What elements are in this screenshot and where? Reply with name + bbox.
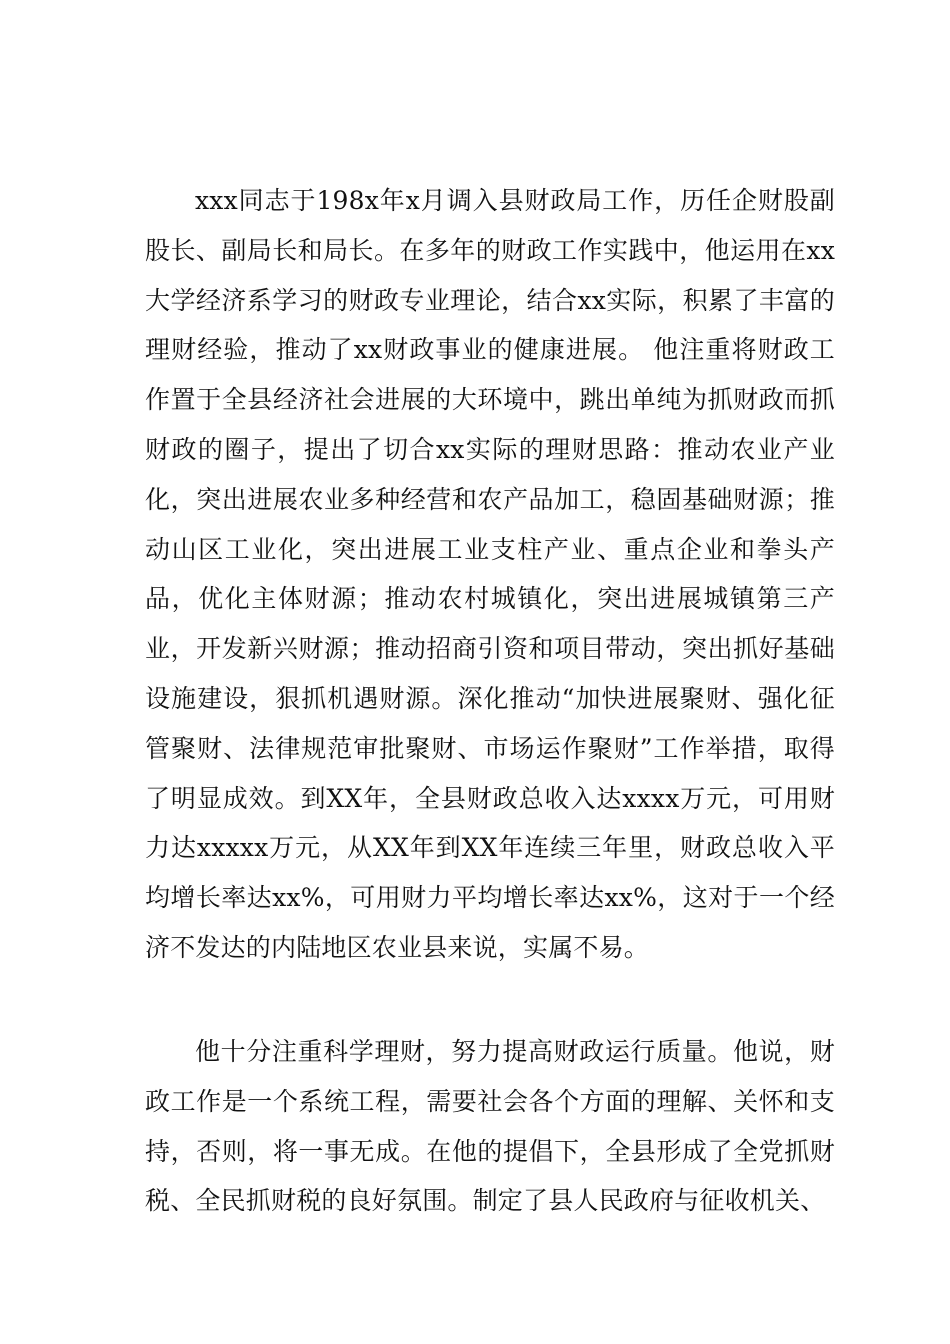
body-paragraph-2: 他十分注重科学理财，努力提高财政运行质量。他说，财政工作是一个系统工程，需要社会各个方面的理解、关怀和支持，否则，将一事无成。在他的提倡下，全县形成了全党抓财税、全民抓财税的良好氛围。制定了县人民政府与征收机关、: [145, 1037, 835, 1216]
body-paragraph-1: xxx同志于198x年x月调入县财政局工作，历任企财股副股长、副局长和局长。在多年的财政工作实践中，他运用在xx大学经济系学习的财政专业理论，结合xx实际，积累了丰富的理财经验，推动了xx财政事业的健康进展。 他注重将财政工作置于全县经济社会进展的大环境中，跳出单纯为抓财政而抓财政的圈子，提出了切合xx实际的理财思路：推动农业产业化，突出进展农业多种经营和农产品加工，稳固基础财源；推动山区工业化，突出进展工业支柱产业、重点企业和拳头产品，优化主体财源；推动农村城镇化，突出进展城镇第三产业，开发新兴财源；推动招商引资和项目带动，突出抓好基础设施建设，狠抓机遇财源。深化推动“加快进展聚财、强化征管聚财、法律规范审批聚财、市场运作聚财”工作举措，取得了明显成效。到XX年，全县财政总收入达xxxx万元，可用财力达xxxxx万元，从XX年到XX年连续三年里，财政总收入平均增长率达xx%，可用财力平均增长率达xx%，这对于一个经济不发达的内陆地区农业县来说，实属不易。: [145, 186, 835, 962]
